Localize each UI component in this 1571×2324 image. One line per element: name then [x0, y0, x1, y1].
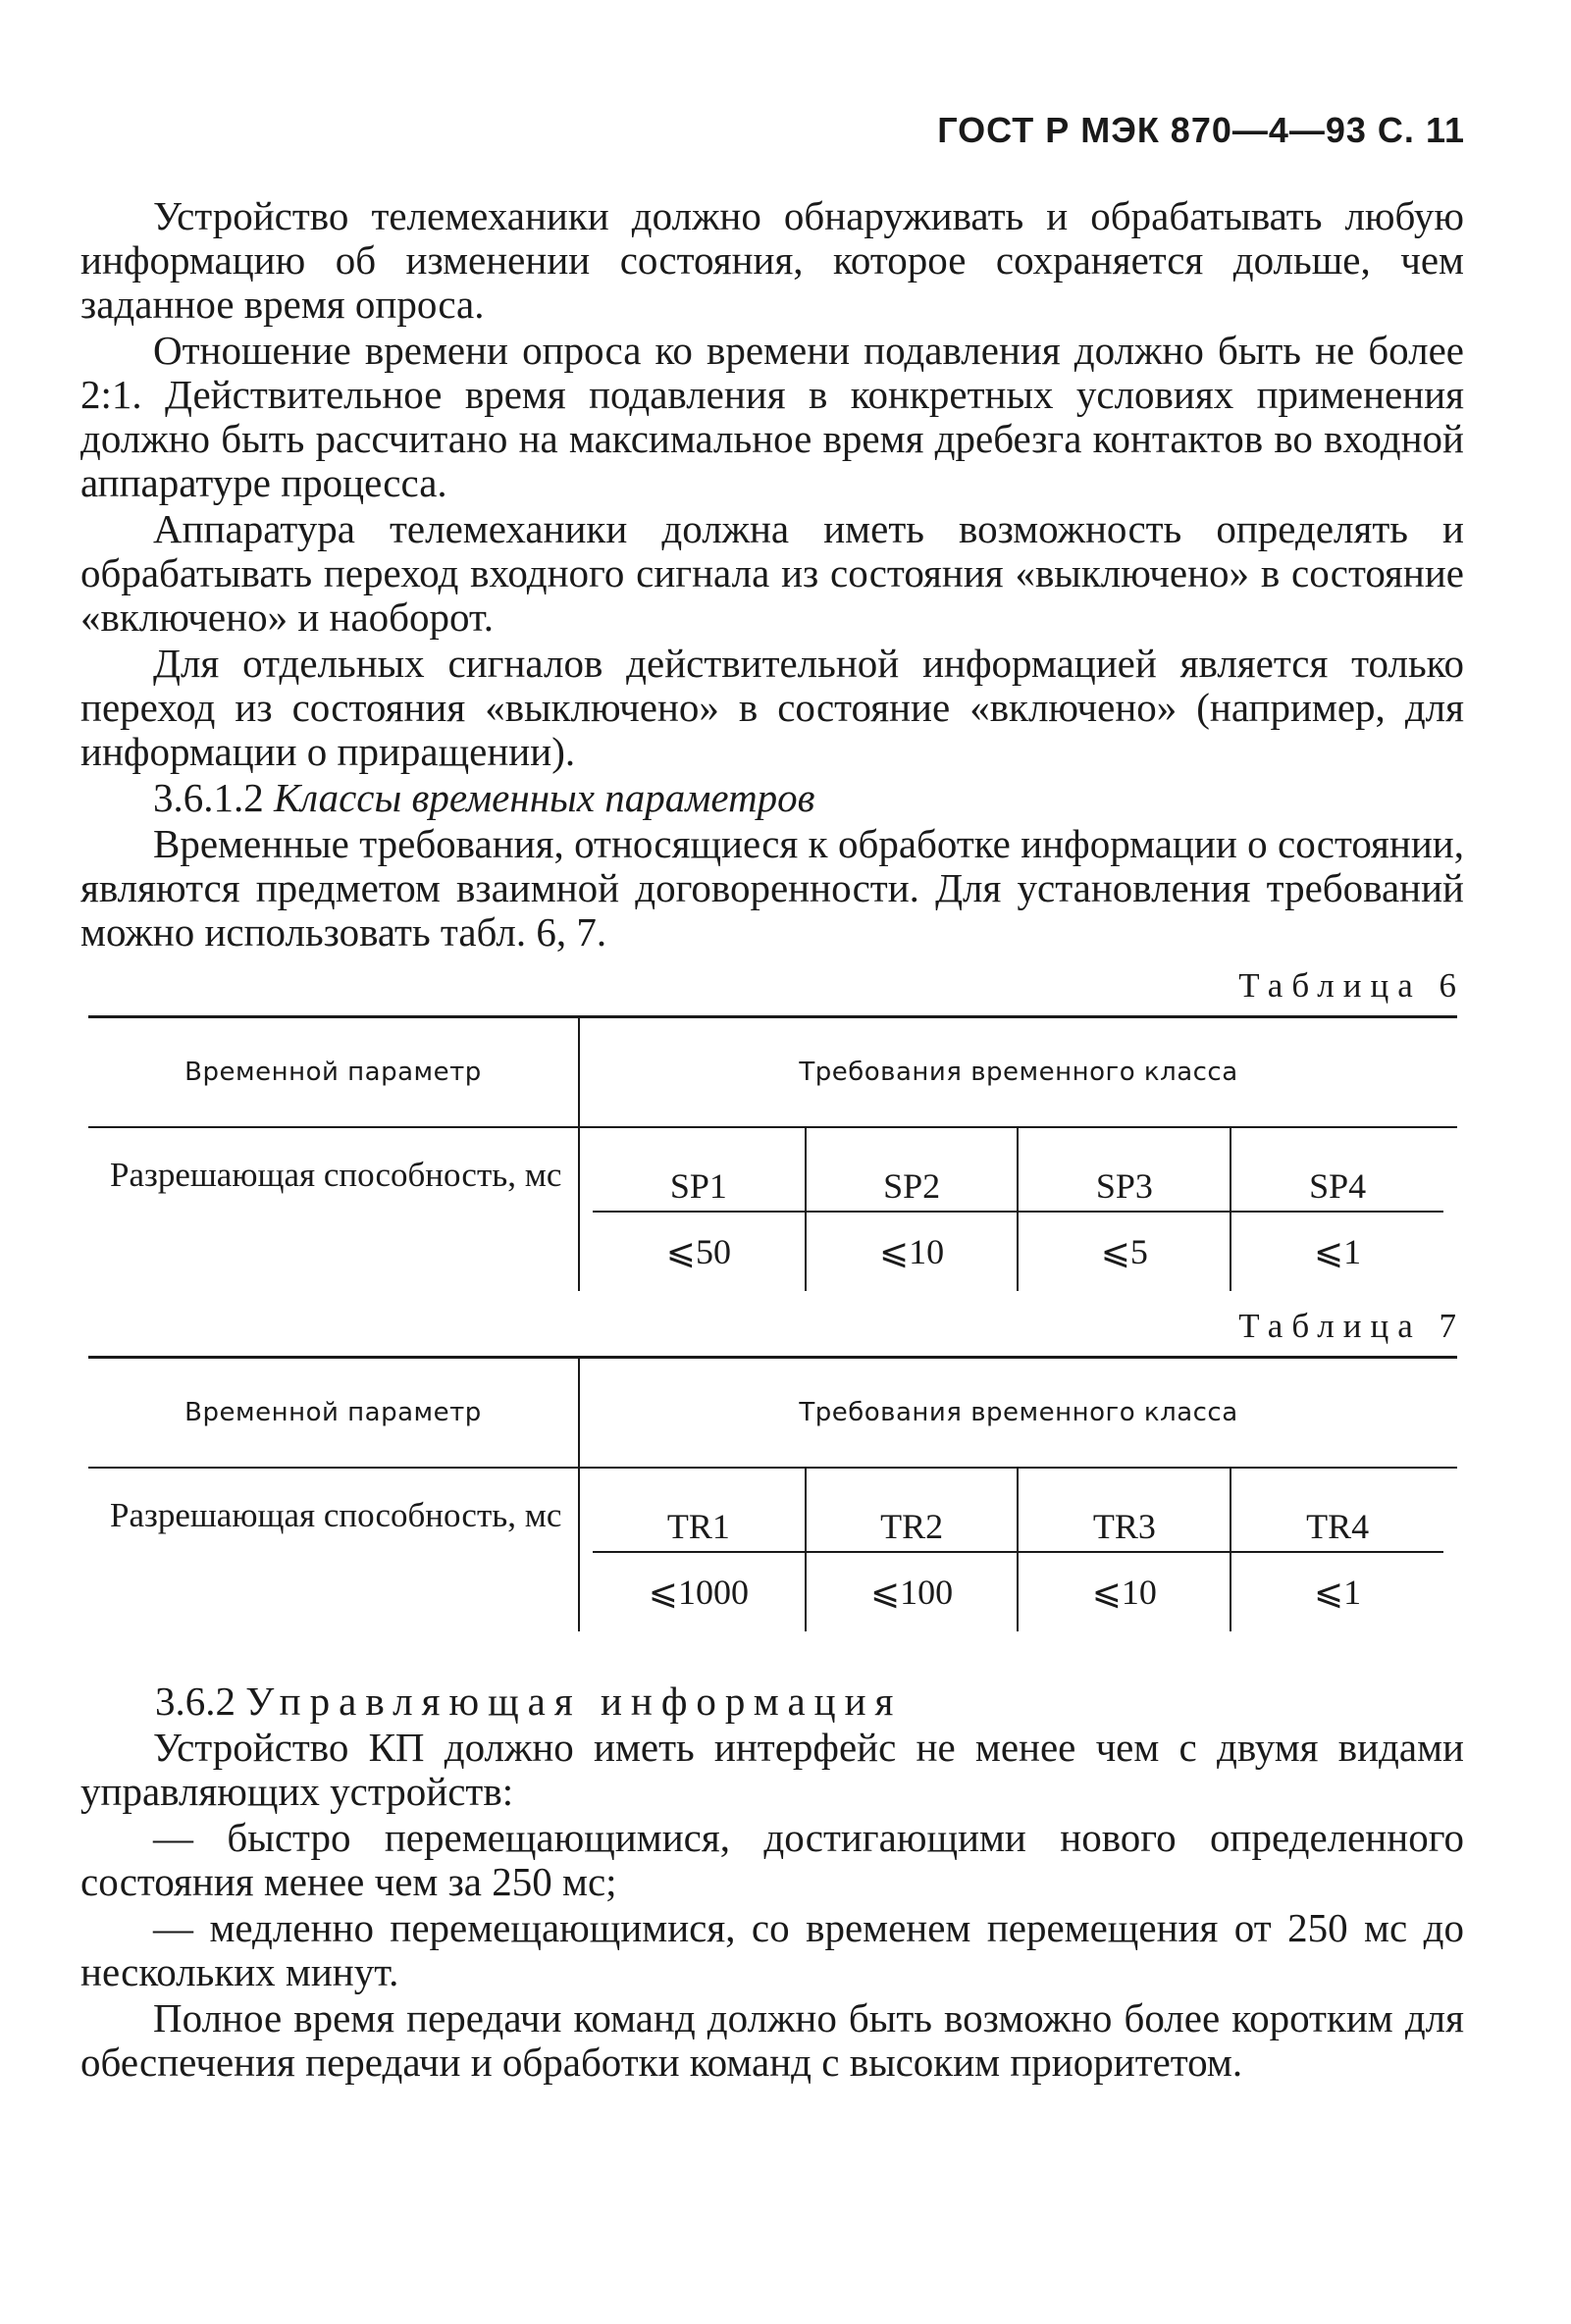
- table6-code: SP4: [1231, 1127, 1443, 1212]
- table7-value: ⩽1000: [593, 1552, 806, 1631]
- table7-code: TR3: [1018, 1468, 1231, 1552]
- table6-code: SP2: [806, 1127, 1019, 1212]
- section-title: Классы временных параметров: [274, 775, 815, 820]
- paragraph: Аппаратура телемеханики должна иметь возможность определять и обрабатывать переход входного сигнала из состояния «выключено» в состояние «включено» и наоборот.: [80, 506, 1464, 640]
- table7-code: TR2: [806, 1468, 1019, 1552]
- table7-caption: Таблица 7: [1238, 1307, 1465, 1345]
- table7-value: ⩽10: [1018, 1552, 1231, 1631]
- paragraph: Полное время передачи команд должно быть возможно более коротким для обеспечения передачи и обработки команд с высоким приоритетом.: [80, 1995, 1464, 2085]
- table6-code: SP3: [1018, 1127, 1231, 1212]
- table7-code: TR4: [1231, 1468, 1443, 1552]
- table6-value: ⩽1: [1314, 1232, 1362, 1271]
- section-number: 3.6.1.2: [153, 775, 264, 820]
- text-block-bottom: [80, 1679, 1464, 2087]
- table6-row-label: Разрешающая способность, мс: [88, 1127, 579, 1291]
- table6-value: ⩽10: [806, 1212, 1019, 1291]
- table6-col1-header: Временной параметр: [88, 1017, 579, 1128]
- section-heading-362: [80, 1679, 1464, 1724]
- section-number: 3.6.2: [155, 1678, 236, 1724]
- table6: [88, 1015, 1457, 1291]
- table6-value: ⩽5: [1018, 1212, 1231, 1291]
- running-head: ГОСТ Р МЭК 870—4—93 С. 11: [937, 110, 1465, 150]
- table7-value: ⩽100: [806, 1552, 1019, 1631]
- table6-caption: Таблица 6: [1238, 966, 1465, 1005]
- table7-code: TR1: [593, 1468, 806, 1552]
- paragraph: Временные требования, относящиеся к обработке информации о состоянии, являются предметом взаимной договоренности. Для установления требований можно использовать табл. 6, 7.: [80, 821, 1464, 955]
- paragraph: Устройство КП должно иметь интерфейс не менее чем с двумя видами управляющих устройств:: [80, 1725, 1464, 1814]
- paragraph: — быстро перемещающимися, достигающими нового определенного состояния менее чем за 250 мс;: [80, 1815, 1464, 1904]
- table7: [88, 1356, 1457, 1631]
- section-heading-3612: [80, 776, 1464, 820]
- table6-value: ⩽50: [593, 1212, 806, 1291]
- table7-row-label: Разрешающая способность, мс: [88, 1468, 579, 1631]
- paragraph: Устройство телемеханики должно обнаруживать и обрабатывать любую информацию об изменении состояния, которое сохраняется дольше, чем заданное время опроса.: [80, 193, 1464, 327]
- paragraph: — медленно перемещающимися, со временем перемещения от 250 мс до нескольких минут.: [80, 1905, 1464, 1994]
- table6-col2-header: Требования временного класса: [579, 1017, 1457, 1128]
- section-title: Управляющая информация: [245, 1678, 903, 1724]
- table7-value: ⩽1: [1314, 1573, 1362, 1612]
- paragraph: Для отдельных сигналов действительной информацией является только переход из состояния «выключено» в состояние «включено» (например, для информации о приращении).: [80, 641, 1464, 774]
- paragraph: Отношение времени опроса ко времени подавления должно быть не более 2:1. Действительное время подавления в конкретных условиях применения должно быть рассчитано на максимальное время дребезга контактов во входной аппаратуре процесса.: [80, 328, 1464, 505]
- table7-col1-header: Временной параметр: [88, 1358, 579, 1469]
- table6-code: SP1: [593, 1127, 806, 1212]
- table7-col2-header: Требования временного класса: [579, 1358, 1457, 1469]
- text-block-top: [80, 194, 1464, 956]
